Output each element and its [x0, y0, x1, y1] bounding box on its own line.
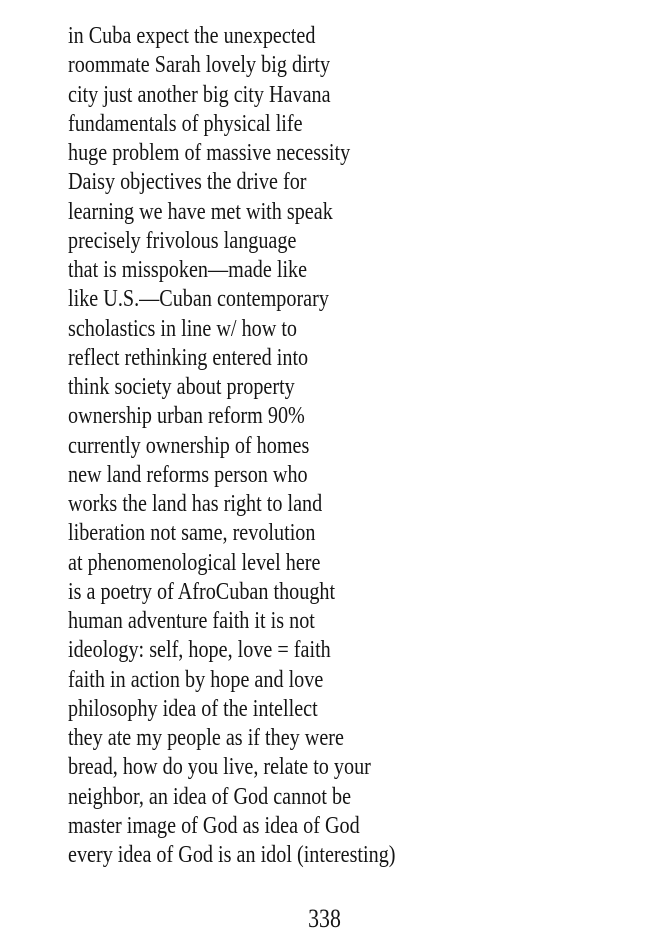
poem-line: new land reforms person who: [68, 461, 308, 488]
poem-line: in Cuba expect the unexpected: [68, 23, 316, 49]
poem-line: think society about property: [68, 374, 295, 400]
poem-line: like U.S.—Cuban contemporary: [68, 286, 329, 313]
poem-line: ownership urban reform 90%: [68, 403, 305, 430]
poem-line: every idea of God is an idol (interesting): [68, 842, 396, 868]
poem-line: currently ownership of homes: [68, 432, 310, 459]
poem-line: philosophy idea of the intellect: [68, 695, 318, 722]
poem-line: reflect rethinking entered into: [68, 344, 309, 371]
poem-line: liberation not same, revolution: [68, 520, 316, 547]
poem-line: precisely frivolous language: [68, 227, 297, 254]
poem-line: roommate Sarah lovely big dirty: [68, 52, 331, 79]
poem-line: bread, how do you live, relate to your: [68, 754, 371, 781]
poem-line: city just another big city Havana: [68, 81, 331, 108]
poem-line: that is misspoken—made like: [68, 257, 308, 283]
poem-line: they ate my people as if they were: [68, 725, 344, 751]
poem-text: [68, 22, 396, 870]
poem-line: faith in action by hope and love: [68, 666, 324, 693]
poem-line: is a poetry of AfroCuban thought: [68, 578, 336, 605]
poem-line: works the land has right to land: [68, 491, 323, 517]
poem-line: fundamentals of physical life: [68, 110, 303, 137]
poem-line: learning we have met with speak: [68, 198, 333, 225]
poem-line: at phenomenological level here: [68, 549, 321, 576]
poem-line: ideology: self, hope, love = faith: [68, 637, 331, 664]
poem-line: master image of God as idea of God: [68, 812, 360, 839]
poem-line: huge problem of massive necessity: [68, 140, 351, 166]
poem-line: human adventure faith it is not: [68, 608, 315, 634]
page-number: 338: [308, 904, 341, 933]
poem-line: scholastics in line w/ how to: [68, 315, 298, 342]
poem-line: Daisy objectives the drive for: [68, 169, 307, 196]
poem-line: neighbor, an idea of God cannot be: [68, 783, 352, 810]
